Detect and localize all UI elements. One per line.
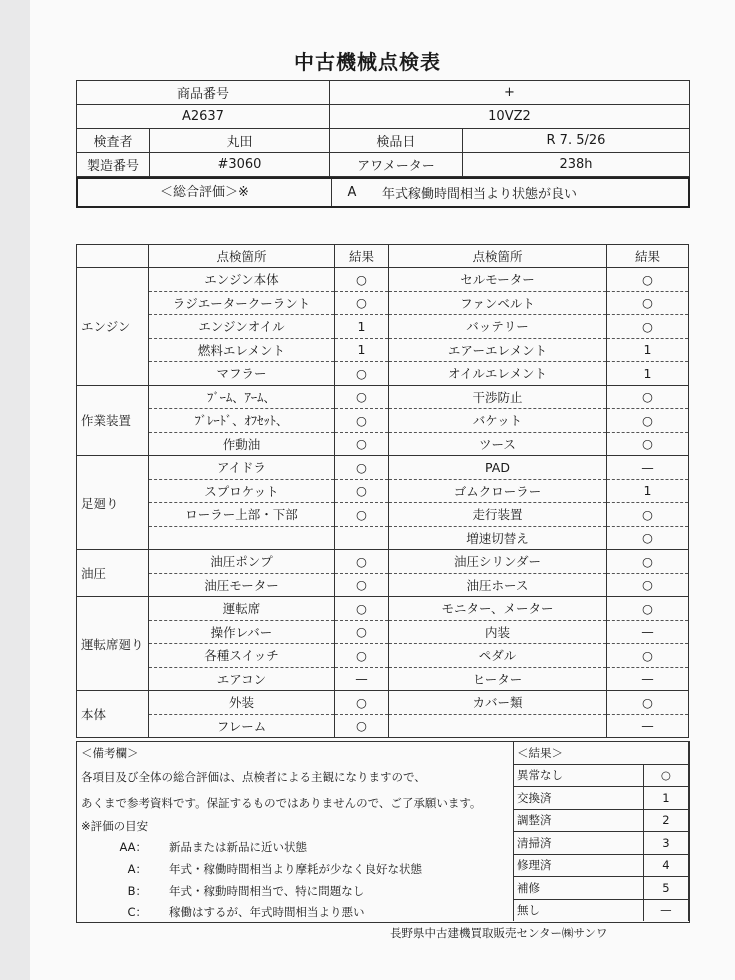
part-right: 増速切替え [389, 526, 607, 550]
legend-title: ＜結果＞ [514, 742, 689, 764]
legend-value: 1 [643, 787, 688, 810]
part-right: PAD [389, 456, 607, 480]
grade-guide-row [95, 883, 364, 899]
model-value: 10VZ2 [329, 105, 689, 129]
inspection-row [77, 479, 689, 503]
category-cell: 運転席廻り [77, 597, 149, 691]
grade-text: 年式・稼動時間相当で、特に問題なし [169, 884, 365, 898]
header-result-left: 結果 [335, 245, 389, 268]
part-right: ペダル [389, 644, 607, 668]
part-right: セルモーター [389, 268, 607, 292]
part-left: ﾌﾞｰﾑ、ｱｰﾑ、 [149, 385, 335, 409]
grade-key: A： [127, 862, 147, 876]
legend-label: 異常なし [514, 764, 644, 787]
inspection-row [77, 268, 689, 292]
category-cell: 本体 [77, 691, 149, 738]
part-right: バッテリー [389, 315, 607, 339]
grade-guide-title: ※評価の目安 [81, 819, 149, 833]
inspection-row [77, 409, 689, 433]
part-right: 内装 [389, 620, 607, 644]
result-right: ○ [607, 432, 689, 456]
result-left [335, 526, 389, 550]
inspection-date-label: 検品日 [329, 129, 462, 153]
remarks-title: ＜備考欄＞ [81, 746, 139, 760]
inspection-row [77, 503, 689, 527]
grade-text: 新品または新品に近い状態 [169, 840, 307, 854]
legend-label: 補修 [514, 877, 644, 900]
inspection-row [77, 315, 689, 339]
inspection-row [77, 526, 689, 550]
result-left: ○ [335, 550, 389, 574]
result-right: — [607, 714, 689, 738]
legend-value: 4 [643, 854, 688, 877]
remarks-line-1: 各項目及び全体の総合評価は、点検者による主観になりますので、 [81, 770, 426, 784]
result-right: ○ [607, 550, 689, 574]
part-left [149, 526, 335, 550]
result-right: ○ [607, 291, 689, 315]
grade-key: AA： [119, 840, 147, 854]
part-right: 油圧シリンダー [389, 550, 607, 574]
legend-value: — [643, 899, 688, 921]
grade-guide-row [95, 839, 307, 855]
part-left: 油圧ポンプ [149, 550, 335, 574]
legend-value: 3 [643, 832, 688, 855]
part-right: カバー類 [389, 691, 607, 715]
part-right [389, 714, 607, 738]
overall-evaluation-label: ＜総合評価＞※ [78, 179, 332, 206]
inspection-row [77, 385, 689, 409]
inspection-row [77, 667, 689, 691]
product-no-value: A2637 [77, 105, 330, 129]
legend-label: 調整済 [514, 809, 644, 832]
category-cell: 油圧 [77, 550, 149, 597]
result-right: 1 [607, 338, 689, 362]
grade-text: 稼働はするが、年式時間相当より悪い [169, 905, 365, 919]
part-right: 干渉防止 [389, 385, 607, 409]
inspection-row [77, 291, 689, 315]
result-right: 1 [607, 362, 689, 386]
inspection-row [77, 644, 689, 668]
legend-label: 修理済 [514, 854, 644, 877]
result-left: ○ [335, 573, 389, 597]
part-left: エアコン [149, 667, 335, 691]
result-left: 1 [335, 338, 389, 362]
result-left: ○ [335, 385, 389, 409]
part-left: ラジエータークーラント [149, 291, 335, 315]
legend-value: ○ [643, 764, 688, 787]
header-blank [77, 245, 149, 268]
grade-key: C： [127, 905, 147, 919]
result-right: ○ [607, 691, 689, 715]
legend-label: 無し [514, 899, 644, 921]
part-left: ﾌﾞﾚｰﾄﾞ、ｵﾌｾｯﾄ、 [149, 409, 335, 433]
part-left: 燃料エレメント [149, 338, 335, 362]
result-left: ○ [335, 432, 389, 456]
grade-key: B： [127, 884, 147, 898]
part-right: ツース [389, 432, 607, 456]
inspection-row [77, 456, 689, 480]
inspection-row [77, 338, 689, 362]
result-left: ○ [335, 503, 389, 527]
inspector-label: 検査者 [77, 129, 150, 153]
part-right: 走行装置 [389, 503, 607, 527]
grade-guide-row [95, 904, 365, 920]
result-right: ○ [607, 315, 689, 339]
inspection-row [77, 620, 689, 644]
category-cell: 足廻り [77, 456, 149, 550]
model-top: + [329, 81, 689, 105]
result-right: ○ [607, 268, 689, 292]
inspection-row [77, 691, 689, 715]
result-right: ○ [607, 409, 689, 433]
inspector-value: 丸田 [150, 129, 330, 153]
result-right: ○ [607, 597, 689, 621]
result-left: ○ [335, 714, 389, 738]
page-title: 中古機械点検表 [294, 50, 441, 74]
result-left: ○ [335, 479, 389, 503]
hour-meter-label: アワメーター [329, 153, 462, 177]
result-left: ○ [335, 268, 389, 292]
part-left: 油圧モーター [149, 573, 335, 597]
part-right: ゴムクローラー [389, 479, 607, 503]
result-right: ○ [607, 385, 689, 409]
result-left: ○ [335, 620, 389, 644]
inspection-row [77, 362, 689, 386]
company-footer: 長野県中古建機買取販売センター㈱サンワ [390, 926, 608, 940]
header-part-right: 点検箇所 [389, 245, 607, 268]
part-left: ローラー上部・下部 [149, 503, 335, 527]
legend-label: 清掃済 [514, 832, 644, 855]
result-left: ○ [335, 597, 389, 621]
part-right: モニター、メーター [389, 597, 607, 621]
inspection-row [77, 714, 689, 738]
serial-label: 製造番号 [77, 153, 150, 177]
legend-value: 5 [643, 877, 688, 900]
legend-label: 交換済 [514, 787, 644, 810]
part-left: 操作レバー [149, 620, 335, 644]
result-right: 1 [607, 479, 689, 503]
inspection-row [77, 597, 689, 621]
result-right: ○ [607, 644, 689, 668]
result-left: 1 [335, 315, 389, 339]
result-left: ○ [335, 362, 389, 386]
part-right: オイルエレメント [389, 362, 607, 386]
result-left: ○ [335, 691, 389, 715]
part-left: アイドラ [149, 456, 335, 480]
remarks-box [76, 741, 690, 923]
overall-grade: A [347, 185, 357, 200]
inspection-row [77, 550, 689, 574]
part-right: ヒーター [389, 667, 607, 691]
result-left: ○ [335, 291, 389, 315]
part-right: ファンベルト [389, 291, 607, 315]
hour-meter-value: 238h [462, 153, 689, 177]
part-left: 各種スイッチ [149, 644, 335, 668]
grade-text: 年式・稼働時間相当より摩耗が少なく良好な状態 [169, 862, 422, 876]
inspection-row [77, 432, 689, 456]
result-left: ○ [335, 456, 389, 480]
part-left: 外装 [149, 691, 335, 715]
category-cell: エンジン [77, 268, 149, 386]
result-left: — [335, 667, 389, 691]
result-right: ○ [607, 503, 689, 527]
part-left: スプロケット [149, 479, 335, 503]
part-right: バケット [389, 409, 607, 433]
part-left: マフラー [149, 362, 335, 386]
serial-value: #3060 [150, 153, 330, 177]
result-right: — [607, 620, 689, 644]
inspection-row [77, 573, 689, 597]
inspection-table [76, 244, 689, 738]
part-left: エンジンオイル [149, 315, 335, 339]
product-no-label: 商品番号 [77, 81, 330, 105]
part-right: エアーエレメント [389, 338, 607, 362]
part-left: 作動油 [149, 432, 335, 456]
result-legend [513, 742, 689, 921]
part-left: 運転席 [149, 597, 335, 621]
result-right: — [607, 456, 689, 480]
result-right: ○ [607, 526, 689, 550]
remarks-line-2: あくまで参考資料です。保証するものではありませんので、ご了承願います。 [81, 796, 482, 810]
overall-description: 年式稼働時間相当より状態が良い [382, 187, 578, 202]
grade-guide-row [95, 861, 422, 877]
part-left: エンジン本体 [149, 268, 335, 292]
header-result-right: 結果 [607, 245, 689, 268]
inspection-date-value: R 7. 5/26 [462, 129, 689, 153]
result-right: — [607, 667, 689, 691]
header-table [76, 80, 690, 177]
result-right: ○ [607, 573, 689, 597]
result-left: ○ [335, 644, 389, 668]
header-part-left: 点検箇所 [149, 245, 335, 268]
part-right: 油圧ホース [389, 573, 607, 597]
legend-value: 2 [643, 809, 688, 832]
category-cell: 作業装置 [77, 385, 149, 456]
part-left: フレーム [149, 714, 335, 738]
overall-evaluation [76, 177, 690, 208]
result-left: ○ [335, 409, 389, 433]
